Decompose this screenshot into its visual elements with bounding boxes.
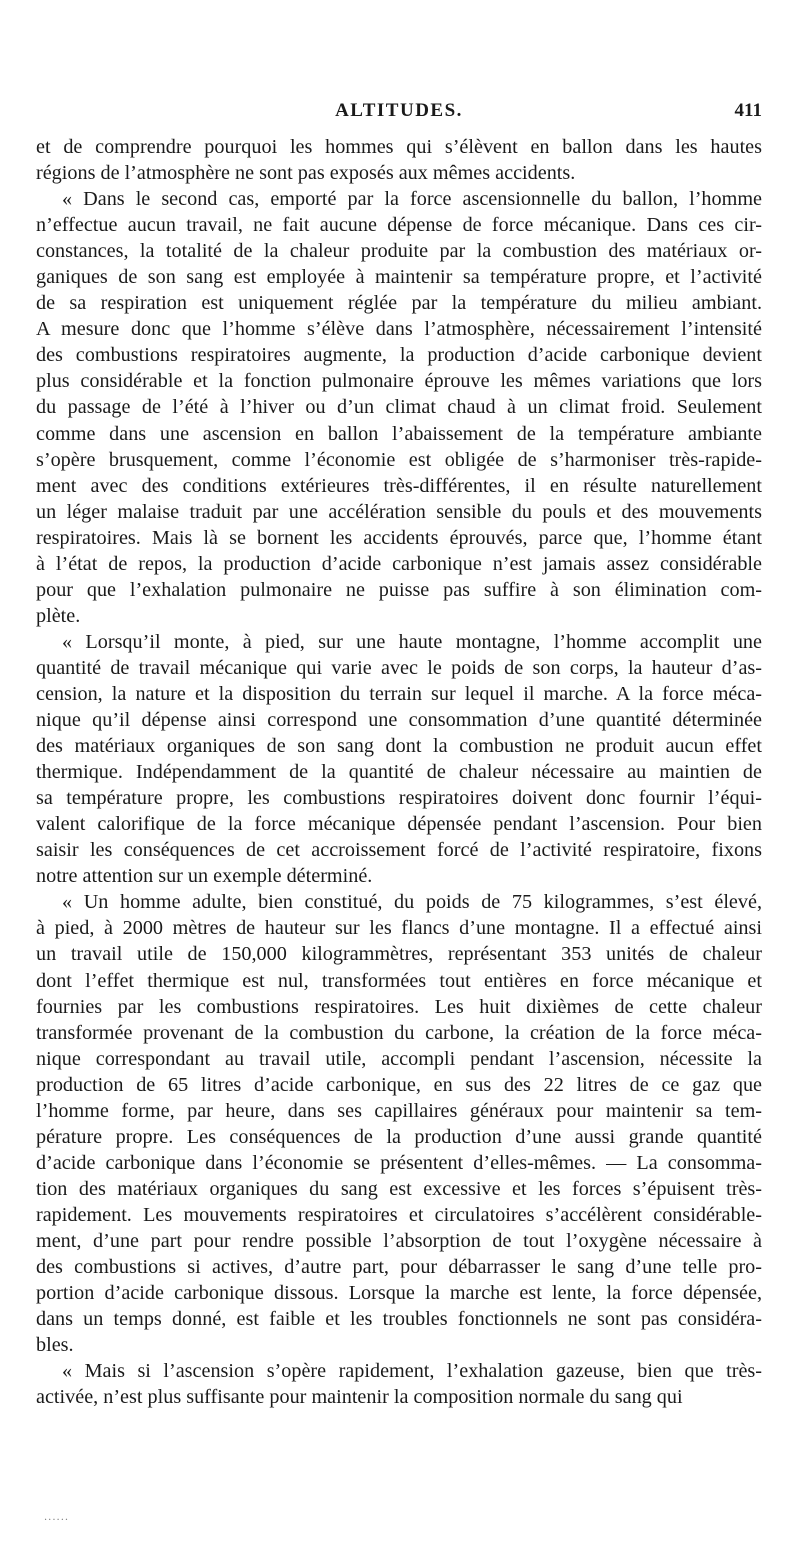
text-line: des combustions respiratoires augmente, la production d’acide carbonique devient (36, 344, 762, 367)
text-line: tion des matériaux organiques du sang est excessive et les forces s’épuisent très- (36, 1177, 762, 1200)
text-line: sa température propre, les combustions respiratoires doivent donc fournir l’équi- (36, 787, 762, 810)
paragraph (36, 1358, 762, 1410)
text-line: « Mais si l’ascension s’opère rapidement, l’exhalation gazeuse, bien que très- (62, 1360, 762, 1383)
text-line: saisir les conséquences de cet accroissement forcé de l’activité respiratoire, fixons (36, 839, 762, 862)
running-header (36, 96, 762, 130)
text-line: des matériaux organiques de son sang dont la combustion ne produit aucun effet (36, 735, 762, 758)
footer-mark: ...... (44, 1512, 70, 1523)
text-line: plète. (36, 604, 81, 627)
text-line: valent calorifique de la force mécanique dépensée pendant l’ascension. Pour bien (36, 813, 762, 836)
text-line: et de comprendre pourquoi les hommes qui s’élèvent en ballon dans les hautes (36, 136, 762, 158)
text-line: d’acide carbonique dans l’économie se présentent d’elles-mêmes. — La consomma- (36, 1151, 762, 1174)
text-line: l’homme forme, par heure, dans ses capillaires généraux pour maintenir sa tem- (36, 1099, 762, 1122)
text-line: transformée provenant de la combustion du carbone, la création de la force méca- (36, 1021, 762, 1044)
text-line: de sa respiration est uniquement réglée par la température du milieu ambiant. (36, 292, 762, 315)
text-line: à l’état de repos, la production d’acide carbonique n’est jamais assez considérable (36, 552, 762, 575)
text-line: s’opère brusquement, comme l’économie est obligée de s’harmoniser très-rapide- (36, 448, 762, 471)
text-line: fournies par les combustions respiratoires. Les huit dixièmes de cette chaleur (36, 995, 762, 1018)
text-line: dont l’effet thermique est nul, transformées tout entières en force mécanique et (36, 969, 762, 992)
text-line: régions de l’atmosphère ne sont pas exposés aux mêmes accidents. (36, 162, 576, 185)
text-line: notre attention sur un exemple déterminé. (36, 865, 373, 888)
paragraph (36, 889, 762, 1358)
text-line: ment avec des conditions extérieures très-différentes, il en résulte naturellement (36, 474, 762, 497)
text-line: respiratoires. Mais là se bornent les accidents éprouvés, parce que, l’homme étant (36, 526, 762, 549)
text-line: à pied, à 2000 mètres de hauteur sur les flancs d’une montagne. Il a effectué ainsi (36, 917, 762, 940)
text-line: constances, la totalité de la chaleur produite par la combustion des matériaux or- (36, 240, 762, 263)
chapter-title: ALTITUDES. (335, 100, 463, 121)
text-line: production de 65 litres d’acide carbonique, en sus des 22 litres de ce gaz que (36, 1073, 762, 1096)
text-line: un léger malaise traduit par une accélération sensible du pouls et des mouvements (36, 500, 762, 523)
text-line: « Un homme adulte, bien constitué, du poids de 75 kilogrammes, s’est élevé, (62, 891, 762, 914)
text-line: un travail utile de 150,000 kilogrammètres, représentant 353 unités de chaleur (36, 943, 762, 966)
text-line: des combustions si actives, d’autre part, pour débarrasser le sang d’une telle pro- (36, 1256, 762, 1279)
text-line: activée, n’est plus suffisante pour maintenir la composition normale du sang qui (36, 1386, 683, 1409)
text-line: bles. (36, 1334, 74, 1357)
text-line: ment, d’une part pour rendre possible l’absorption de tout l’oxygène nécessaire à (36, 1229, 762, 1252)
text-line: nique correspondant au travail utile, accompli pendant l’ascension, nécessite la (36, 1047, 762, 1070)
text-line: plus considérable et la fonction pulmonaire éprouve les mêmes variations que lors (36, 370, 762, 393)
paragraph (36, 186, 762, 629)
text-line: quantité de travail mécanique qui varie avec le poids de son corps, la hauteur d’as- (36, 656, 762, 679)
paragraph (36, 629, 762, 889)
text-line: ganiques de son sang est employée à maintenir sa température propre, et l’activité (36, 266, 762, 289)
text-line: n’effectue aucun travail, ne fait aucune dépense de force mécanique. Dans ces cir- (36, 214, 762, 237)
page-number: 411 (734, 100, 762, 121)
text-line: du passage de l’été à l’hiver ou d’un climat chaud à un climat froid. Seulement (36, 396, 762, 419)
text-line: A mesure donc que l’homme s’élève dans l’atmosphère, nécessairement l’intensité (36, 318, 762, 341)
text-line: « Dans le second cas, emporté par la force ascensionnelle du ballon, l’homme (62, 188, 762, 211)
text-line: thermique. Indépendamment de la quantité de chaleur nécessaire au maintien de (36, 761, 762, 784)
text-line: dans un temps donné, est faible et les troubles fonctionnels ne sont pas considéra- (36, 1308, 762, 1331)
paragraph (36, 134, 762, 186)
text-line: portion d’acide carbonique dissous. Lorsque la marche est lente, la force dépensée, (36, 1282, 762, 1305)
text-line: rapidement. Les mouvements respiratoires et circulatoires s’accélèrent considérable- (36, 1203, 762, 1226)
text-line: comme dans une ascension en ballon l’abaissement de la température ambiante (36, 422, 762, 445)
body-text (36, 134, 762, 1410)
text-line: « Lorsqu’il monte, à pied, sur une haute montagne, l’homme accomplit une (62, 630, 762, 653)
text-line: pour que l’exhalation pulmonaire ne puisse pas suffire à son élimination com- (36, 578, 762, 601)
text-line: nique qu’il dépense ainsi correspond une consommation d’une quantité déterminée (36, 709, 762, 732)
text-line: pérature propre. Les conséquences de la production d’une aussi grande quantité (36, 1125, 762, 1148)
text-line: cension, la nature et la disposition du terrain sur lequel il marche. A la force méca- (36, 682, 762, 705)
